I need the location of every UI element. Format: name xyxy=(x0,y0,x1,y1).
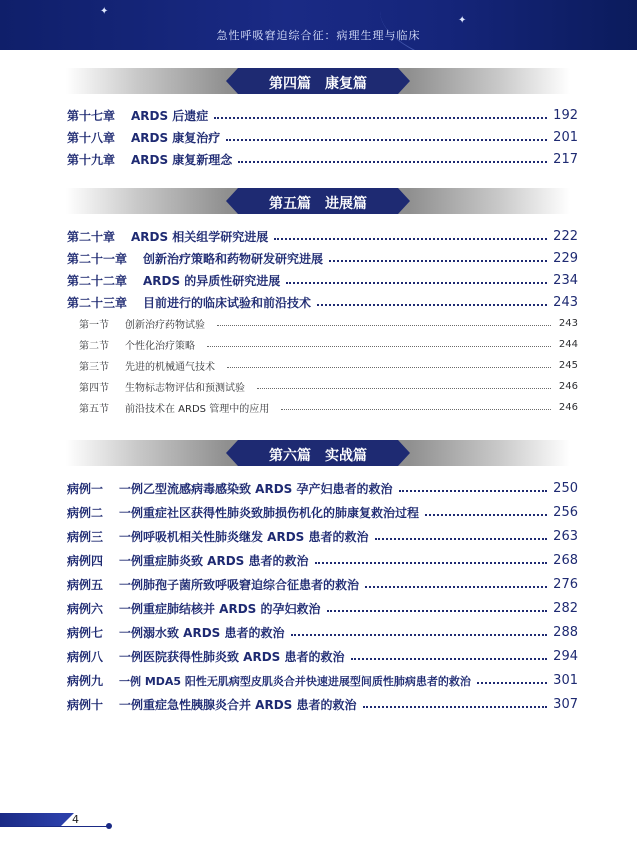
toc-entry[interactable] xyxy=(67,573,578,595)
case-number: 病例三 xyxy=(67,529,104,544)
section-title: 第六篇 实战篇 xyxy=(269,448,367,464)
toc-entry[interactable] xyxy=(67,597,578,619)
toc-entry[interactable] xyxy=(67,693,578,715)
chapter-title: 创新治疗策略和药物研发研究进展 xyxy=(143,251,324,266)
toc-entry[interactable] xyxy=(67,525,578,547)
page-number: 256 xyxy=(553,504,578,520)
section-number: 第二节 xyxy=(79,341,109,352)
chapter-title: ARDS 相关组学研究进展 xyxy=(131,229,269,244)
chapter-title: ARDS 后遗症 xyxy=(131,108,209,123)
dot-leader xyxy=(214,117,547,119)
toc-subentry[interactable] xyxy=(79,397,578,418)
section-title: 前沿技术在 ARDS 管理中的应用 xyxy=(125,404,270,415)
section-number: 第一节 xyxy=(79,320,109,331)
case-number: 病例二 xyxy=(67,505,104,520)
case-title: 一例重症社区获得性肺炎致肺损伤机化的肺康复救治过程 xyxy=(119,505,420,520)
page-number: 243 xyxy=(558,318,578,329)
dot-leader xyxy=(425,514,547,516)
toc-entry[interactable] xyxy=(67,669,578,691)
page-number: 243 xyxy=(553,294,578,310)
page-number-footer: 4 xyxy=(72,813,79,826)
chapter-number: 第二十章 xyxy=(67,229,116,244)
section-title: 个性化治疗策略 xyxy=(125,341,195,352)
toc-entry[interactable] xyxy=(67,477,578,499)
case-number: 病例五 xyxy=(67,577,104,592)
case-title: 一例重症急性胰腺炎合并 ARDS 患者的救治 xyxy=(119,697,357,712)
dot-leader xyxy=(238,161,547,163)
page-number: 282 xyxy=(553,600,578,616)
toc-entry[interactable] xyxy=(67,126,578,148)
star-icon: ✦ xyxy=(458,15,467,26)
page-number: 244 xyxy=(558,339,578,350)
page-number: 245 xyxy=(558,360,578,371)
toc-entry[interactable] xyxy=(67,269,578,291)
dot-leader xyxy=(327,610,548,612)
dot-leader xyxy=(207,346,551,347)
section-banner-rehab xyxy=(66,68,570,94)
chapter-number: 第十八章 xyxy=(67,130,116,145)
section-title: 生物标志物评估和预测试验 xyxy=(125,383,245,394)
toc-subentry[interactable] xyxy=(79,376,578,397)
case-title: 一例重症肺炎致 ARDS 患者的救治 xyxy=(119,553,309,568)
case-number: 病例四 xyxy=(67,553,104,568)
page-number: 263 xyxy=(553,528,578,544)
dot-leader xyxy=(274,238,547,240)
page-number: 294 xyxy=(553,648,578,664)
case-number: 病例七 xyxy=(67,625,104,640)
dot-leader xyxy=(365,586,547,588)
dot-leader xyxy=(227,367,551,368)
case-number: 病例十 xyxy=(67,697,104,712)
header-title: 急性呼吸窘迫综合征：病理生理与临床 xyxy=(216,29,421,42)
toc-entry[interactable] xyxy=(67,549,578,571)
toc-entry[interactable] xyxy=(67,645,578,667)
dot-leader xyxy=(477,682,547,684)
page-number: 229 xyxy=(553,250,578,266)
toc-entry[interactable] xyxy=(67,225,578,247)
footer-dot xyxy=(106,823,112,829)
page-number: 217 xyxy=(553,151,578,167)
chapter-number: 第二十一章 xyxy=(67,251,128,266)
dot-leader xyxy=(399,490,548,492)
page-number: 250 xyxy=(553,480,578,496)
dot-leader xyxy=(315,562,548,564)
dot-leader xyxy=(375,538,548,540)
page-number: 301 xyxy=(553,672,578,688)
footer-decoration-bar xyxy=(0,813,60,827)
toc-subentry[interactable] xyxy=(79,313,578,334)
dot-leader xyxy=(363,706,548,708)
footer-rule xyxy=(0,826,110,827)
toc-subentry[interactable] xyxy=(79,355,578,376)
case-title: 一例医院获得性肺炎致 ARDS 患者的救治 xyxy=(119,649,345,664)
chapter-title: ARDS 康复新理念 xyxy=(131,152,233,167)
chapter-title: 目前进行的临床试验和前沿技术 xyxy=(143,295,312,310)
section-title: 创新治疗药物试验 xyxy=(125,320,205,331)
case-number: 病例九 xyxy=(67,673,104,688)
case-title: 一例 MDA5 阳性无肌病型皮肌炎合并快速进展型间质性肺病患者的救治 xyxy=(119,674,471,688)
dot-leader xyxy=(291,634,548,636)
page-number: 192 xyxy=(553,107,578,123)
dot-leader xyxy=(351,658,548,660)
toc-entry[interactable] xyxy=(67,291,578,313)
dot-leader xyxy=(226,139,547,141)
section-title: 第四篇 康复篇 xyxy=(269,76,367,92)
page-number: 307 xyxy=(553,696,578,712)
case-title: 一例溺水致 ARDS 患者的救治 xyxy=(119,625,285,640)
chapter-number: 第十九章 xyxy=(67,152,116,167)
section-banner-practice xyxy=(66,440,570,466)
dot-leader xyxy=(329,260,547,262)
section-number: 第三节 xyxy=(79,362,109,373)
section-banner-progress xyxy=(66,188,570,214)
case-title: 一例呼吸机相关性肺炎继发 ARDS 患者的救治 xyxy=(119,529,369,544)
section-number: 第五节 xyxy=(79,404,109,415)
dot-leader xyxy=(257,388,551,389)
dot-leader xyxy=(286,282,547,284)
page-number: 222 xyxy=(553,228,578,244)
chapter-number: 第二十二章 xyxy=(67,273,128,288)
chapter-title: ARDS 的异质性研究进展 xyxy=(143,273,281,288)
chapter-number: 第二十三章 xyxy=(67,295,128,310)
toc-subentry[interactable] xyxy=(79,334,578,355)
case-number: 病例一 xyxy=(67,481,104,496)
toc-entry[interactable] xyxy=(67,247,578,269)
toc-entry[interactable] xyxy=(67,501,578,523)
dot-leader xyxy=(217,325,551,326)
toc-entry[interactable] xyxy=(67,104,578,126)
page-number: 276 xyxy=(553,576,578,592)
case-number: 病例六 xyxy=(67,601,104,616)
toc-entry[interactable] xyxy=(67,621,578,643)
page-number: 201 xyxy=(553,129,578,145)
section-title: 先进的机械通气技术 xyxy=(125,362,215,373)
dot-leader xyxy=(317,304,547,306)
case-title: 一例乙型流感病毒感染致 ARDS 孕产妇患者的救治 xyxy=(119,481,393,496)
chapter-title: ARDS 康复治疗 xyxy=(131,130,221,145)
page-number: 268 xyxy=(553,552,578,568)
page-number: 246 xyxy=(558,402,578,413)
case-number: 病例八 xyxy=(67,649,104,664)
page-number: 288 xyxy=(553,624,578,640)
section-number: 第四节 xyxy=(79,383,109,394)
chapter-number: 第十七章 xyxy=(67,108,116,123)
section-title: 第五篇 进展篇 xyxy=(269,196,367,212)
star-icon: ✦ xyxy=(100,6,109,17)
page-header xyxy=(0,0,637,50)
toc-entry[interactable] xyxy=(67,148,578,170)
page-number: 246 xyxy=(558,381,578,392)
page-number: 234 xyxy=(553,272,578,288)
dot-leader xyxy=(281,409,551,410)
case-title: 一例肺孢子菌所致呼吸窘迫综合征患者的救治 xyxy=(119,577,360,592)
case-title: 一例重症肺结核并 ARDS 的孕妇救治 xyxy=(119,601,321,616)
